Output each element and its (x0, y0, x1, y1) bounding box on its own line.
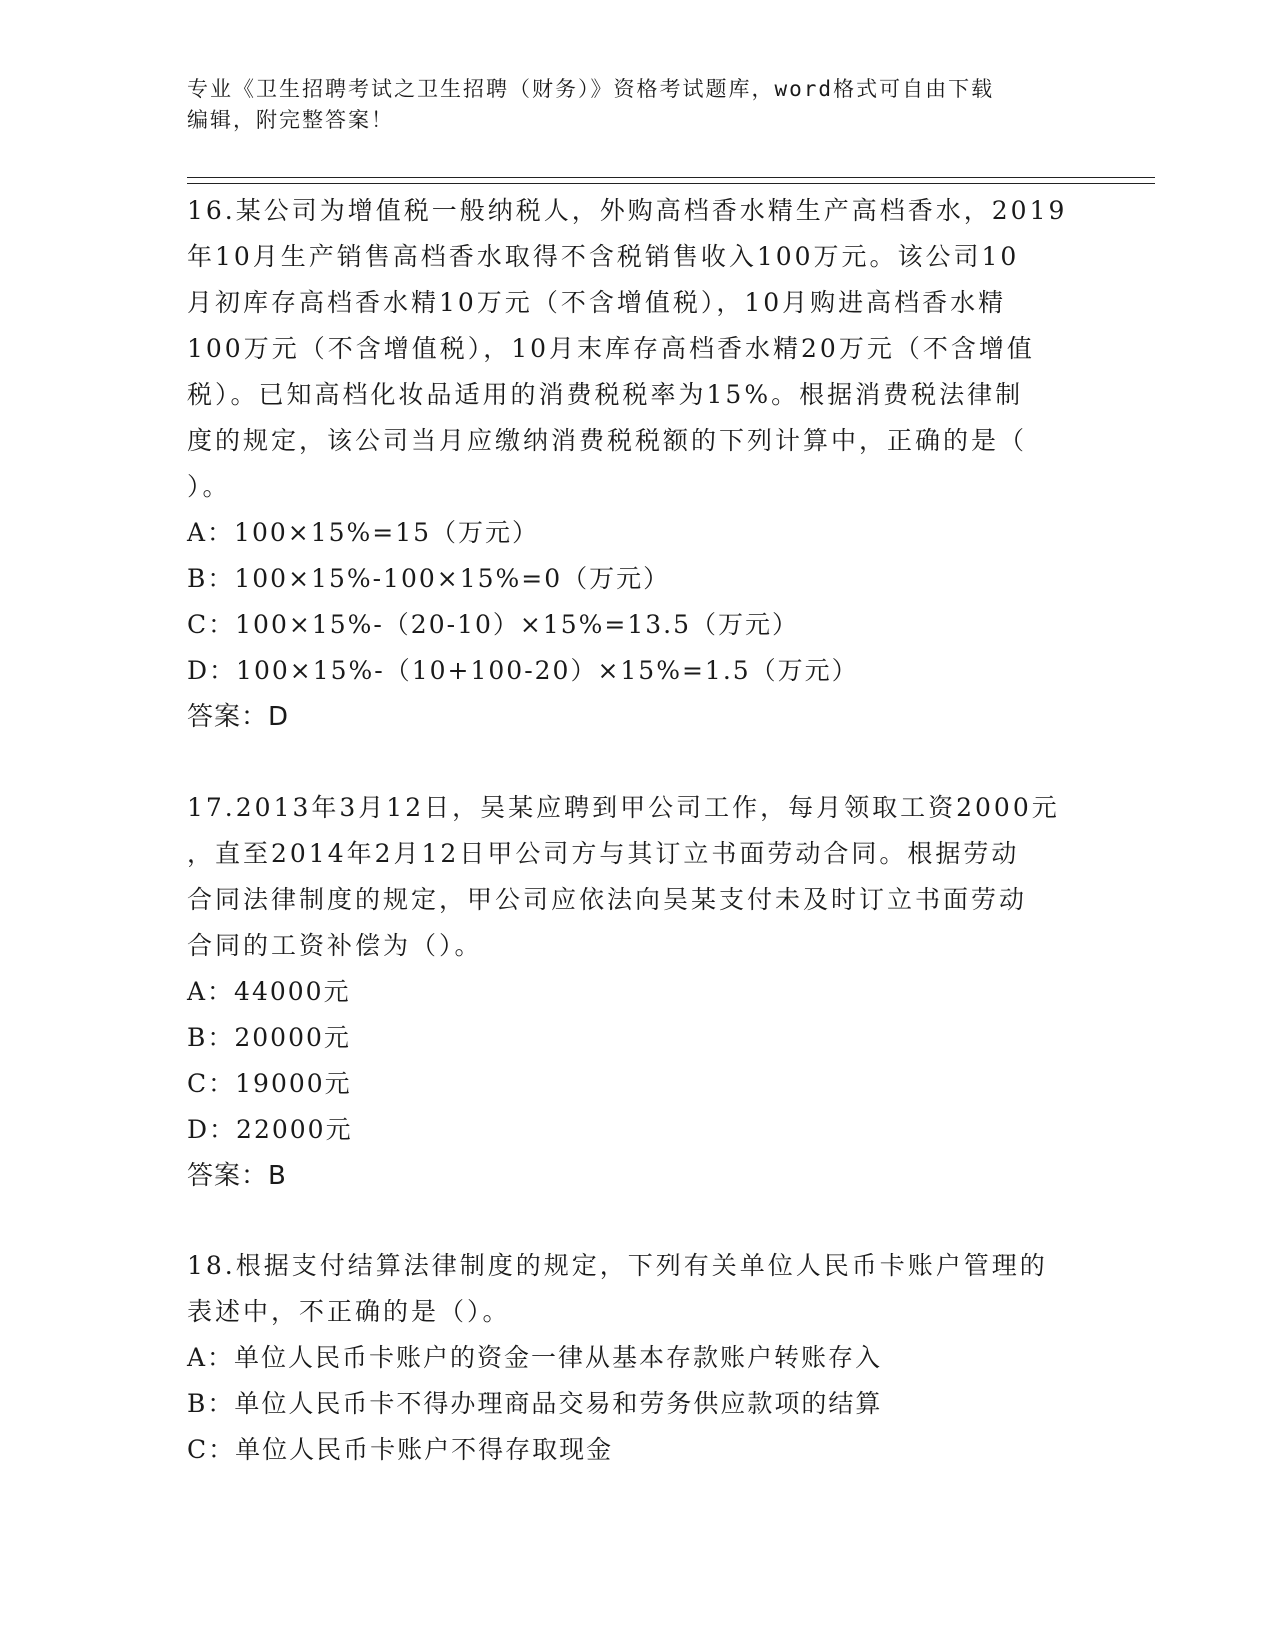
option-b: B：100×15%-100×15%=0（万元） (187, 564, 671, 593)
answer-line: 答案：B (187, 1161, 287, 1191)
option-a: A：44000元 (187, 977, 351, 1006)
header-line-2: 编辑，附完整答案！ (187, 108, 394, 132)
option-b: B：单位人民币卡不得办理商品交易和劳务供应款项的结算 (187, 1389, 883, 1418)
option-d: D：100×15%-（10+100-20）×15%=1.5（万元） (187, 656, 859, 685)
question-stem: 17.2013年3月12日，吴某应聘到甲公司工作，每月领取工资2000元 ，直至2014年2月12日甲公司方与其订立书面劳动合同。根据劳动 合同法律制度的规定，甲公司应依法向吴某支付未及时订立书面劳动 合同的工资补偿为（）。 (187, 793, 1060, 960)
header-divider-top (187, 177, 1155, 178)
question-16 (187, 188, 1087, 740)
header-line-1: 专业《卫生招聘考试之卫生招聘（财务）》资格考试题库，word格式可自由下载 (187, 77, 995, 101)
option-b: B：20000元 (187, 1023, 351, 1052)
option-c: C：19000元 (187, 1069, 352, 1098)
option-c: C：100×15%-（20-10）×15%=13.5（万元） (187, 610, 800, 639)
question-stem: 18.根据支付结算法律制度的规定，下列有关单位人民币卡账户管理的 表述中，不正确的是（）。 (187, 1251, 1048, 1326)
option-c: C：单位人民币卡账户不得存取现金 (187, 1435, 614, 1464)
question-18 (187, 1243, 1087, 1473)
option-a: A：单位人民币卡账户的资金一律从基本存款账户转账存入 (187, 1343, 883, 1372)
option-d: D：22000元 (187, 1115, 353, 1144)
header-divider-bottom (187, 183, 1155, 184)
answer-line: 答案：D (187, 702, 290, 732)
document-header (187, 74, 1087, 136)
question-stem: 16.某公司为增值税一般纳税人，外购高档香水精生产高档香水，2019 年10月生产销售高档香水取得不含税销售收入100万元。该公司10 月初库存高档香水精10万元（不含增值税），10月购进高档香水精 100万元（不含增值税），10月末库存高档香水精20万元（不含增值 税）。已知高档化妆品适用的消费税税率为15%。根据消费税法律制 度的规定，该公司当月应缴纳消费税税额的下列计算中，正确的是（ ）。 (187, 196, 1068, 501)
option-a: A：100×15%=15（万元） (187, 518, 540, 547)
question-17 (187, 785, 1087, 1199)
